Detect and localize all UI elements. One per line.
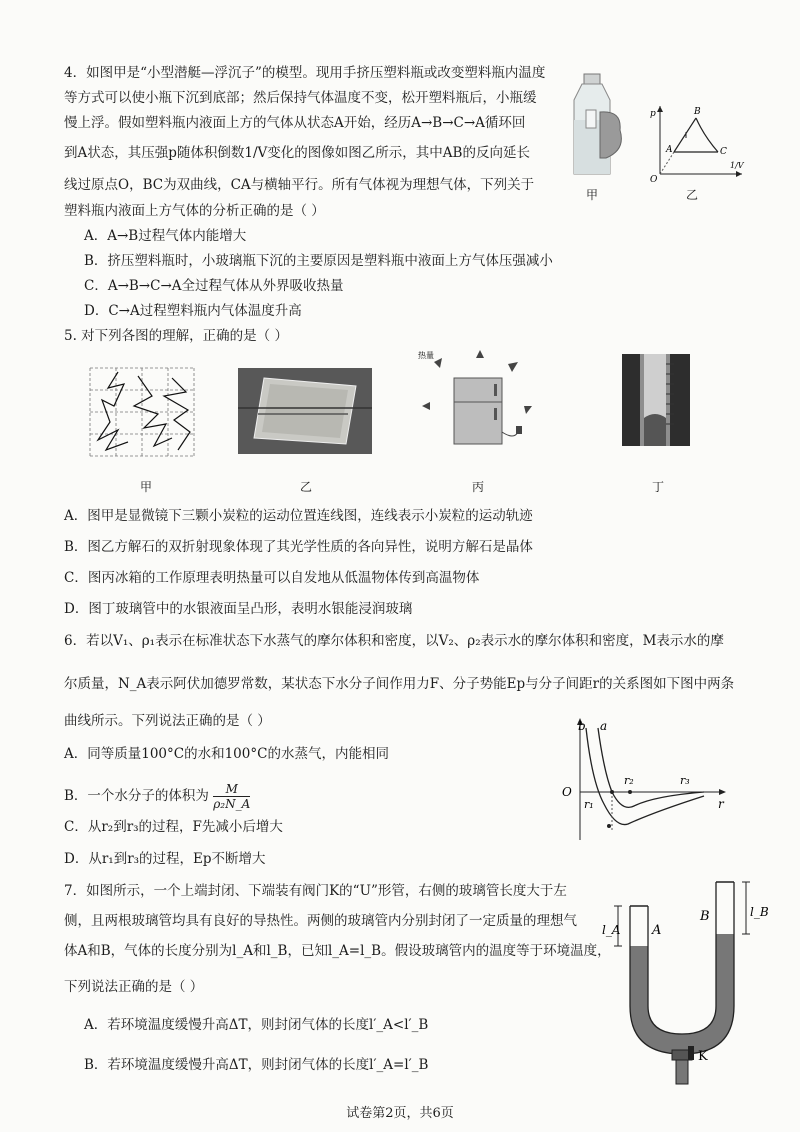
- graph-o-label: O: [650, 175, 658, 185]
- heat-label: 热量: [418, 351, 434, 360]
- graph-p-label: p: [650, 109, 656, 119]
- q4-line-1: 4．如图甲是“小型潜艇—浮沉子”的模型。现用手挤压塑料瓶或改变塑料瓶内温度: [64, 65, 546, 81]
- q7-line-2: 侧，且两根玻璃管均具有良好的导热性。两侧的玻璃管内分别封闭了一定质量的理想气: [64, 913, 577, 929]
- q5-stem: 5. 对下列各图的理解，正确的是（ ）: [64, 328, 288, 344]
- q4-option-b: B．挤压塑料瓶时，小玻璃瓶下沉的主要原因是塑料瓶中液面上方气体压强减小: [84, 253, 553, 269]
- brownian-motion-figure: [88, 366, 196, 458]
- q6-line-2: 尔质量，N_A表示阿伏加德罗常数，某状态下水分子间作用力F、分子势能Ep与分子间距r的关系图如下图中两条: [64, 676, 735, 692]
- q6-option-b-text: B．一个水分子的体积为: [64, 788, 209, 804]
- q7-line-4: 下列说法正确的是（ ）: [64, 979, 204, 995]
- fig-jia-caption: 甲: [586, 188, 599, 202]
- mercury-tube-figure: [622, 354, 690, 446]
- graph-c-label: C: [720, 147, 727, 157]
- fig-yi-caption: 乙: [686, 188, 699, 202]
- u-tube-figure: [600, 876, 769, 1086]
- r1-label: r₁: [584, 798, 594, 811]
- q5-caption-jia: 甲: [140, 480, 153, 494]
- q7-line-3: 体A和B，气体的长度分别为l_A和l_B，已知l_A=l_B。假设玻璃管内的温度等于环境温度，: [64, 943, 611, 959]
- label-gas-b: B: [700, 909, 710, 924]
- label-valve-k: K: [698, 1049, 708, 1064]
- q4-line-3: 慢上浮。假如塑料瓶内液面上方的气体从状态A开始，经历A→B→C→A循环回: [64, 115, 526, 131]
- r2-label: r₂: [624, 774, 634, 787]
- q6-fraction: [213, 782, 250, 811]
- label-lb: l_B: [750, 905, 769, 919]
- q5-caption-ding: 丁: [652, 480, 665, 494]
- q5-caption-yi: 乙: [300, 480, 313, 494]
- bottle-figure: [560, 70, 628, 180]
- q4-line-2: 等方式可以使小瓶下沉到底部；然后保持气体温度不变，松开塑料瓶后，小瓶缓: [64, 90, 537, 106]
- graph-x-label: 1/V: [730, 161, 744, 170]
- fraction-numerator: M: [213, 782, 250, 797]
- r3-label: r₃: [680, 774, 690, 787]
- q6-option-d: D．从r₁到r₃的过程，Ep不断增大: [64, 851, 266, 867]
- graph-a-label: A: [666, 145, 673, 155]
- q4-line-5: 线过原点O，BC为双曲线，CA与横轴平行。所有气体视为理想气体，下列关于: [64, 177, 535, 193]
- q6-option-c: C．从r₂到r₃的过程，F先减小后增大: [64, 819, 283, 835]
- curve-b-label: b: [578, 719, 586, 733]
- q7-option-b: B．若环境温度缓慢升高ΔT，则封闭气体的长度l′_A=l′_B: [84, 1057, 429, 1073]
- page-footer: 试卷第2页，共6页: [346, 1106, 454, 1121]
- label-gas-a: A: [652, 923, 662, 938]
- q4-line-6: 塑料瓶内液面上方气体的分析正确的是（ ）: [64, 203, 325, 219]
- q4-option-a: A．A→B过程气体内能增大: [84, 228, 247, 244]
- fridge-figure: [418, 350, 538, 450]
- r-axis-label: r: [718, 797, 724, 811]
- q6-option-b: [64, 782, 250, 811]
- curve-a-label: a: [600, 719, 608, 733]
- q5-caption-bing: 丙: [472, 480, 485, 494]
- p-invV-graph: [646, 102, 746, 185]
- calcite-figure: [238, 368, 372, 454]
- force-energy-graph: [534, 712, 730, 844]
- q4-option-d: D．C→A过程塑料瓶内气体温度升高: [84, 303, 302, 319]
- fraction-denominator: ρ₂N_A: [213, 797, 251, 811]
- q5-option-c: C．图丙冰箱的工作原理表明热量可以自发地从低温物体传到高温物体: [64, 570, 480, 586]
- q6-line-1: 6．若以V₁、ρ₁表示在标准状态下水蒸气的摩尔体积和密度，以V₂、ρ₂表示水的摩尔体积和密度，M表示水的摩: [64, 633, 724, 649]
- q5-option-a: A．图甲是显微镜下三颗小炭粒的运动位置连线图，连线表示小炭粒的运动轨迹: [64, 508, 533, 524]
- q4-line-4: 到A状态，其压强p随体积倒数1/V变化的图像如图乙所示，其中AB的反向延长: [64, 145, 530, 161]
- origin-label: O: [562, 785, 572, 799]
- q6-line-3: 曲线所示。下列说法正确的是（ ）: [64, 713, 271, 729]
- q4-option-c: C．A→B→C→A全过程气体从外界吸收热量: [84, 278, 344, 294]
- q7-option-a: A．若环境温度缓慢升高ΔT，则封闭气体的长度l′_A<l′_B: [84, 1017, 429, 1033]
- label-la: l_A: [602, 923, 621, 937]
- q7-line-1: 7．如图所示，一个上端封闭、下端装有阀门K的“U”形管，右侧的玻璃管长度大于左: [64, 883, 567, 899]
- q5-option-b: B．图乙方解石的双折射现象体现了其光学性质的各向异性，说明方解石是晶体: [64, 539, 533, 555]
- graph-b-label: B: [694, 107, 701, 117]
- q6-option-a: A．同等质量100°C的水和100°C的水蒸气，内能相同: [64, 746, 389, 762]
- q5-option-d: D．图丁玻璃管中的水银液面呈凸形，表明水银能浸润玻璃: [64, 601, 413, 617]
